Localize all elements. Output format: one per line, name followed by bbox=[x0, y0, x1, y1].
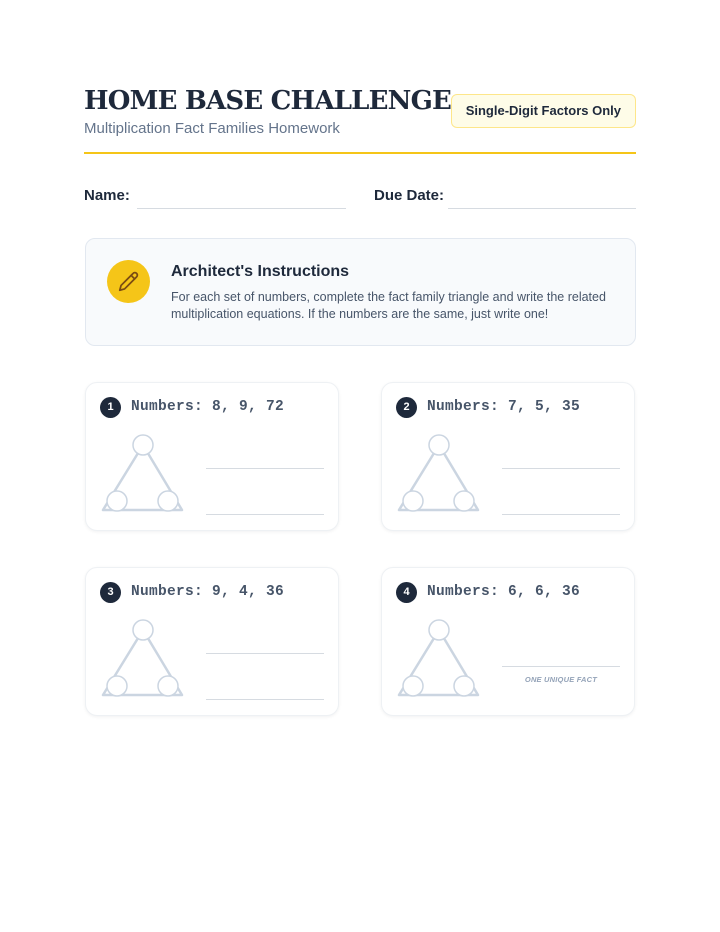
fact-family-triangle bbox=[396, 433, 482, 517]
triangle-top-circle[interactable] bbox=[429, 620, 449, 640]
problem-number: 2 bbox=[396, 397, 417, 418]
problem-card bbox=[85, 567, 339, 716]
problem-card bbox=[85, 382, 339, 531]
triangle-right-circle[interactable] bbox=[158, 676, 178, 696]
worksheet-header bbox=[84, 86, 636, 137]
problem-number: 1 bbox=[100, 397, 121, 418]
triangle-left-circle[interactable] bbox=[107, 491, 127, 511]
fact-family-triangle bbox=[100, 433, 186, 517]
problem-numbers: Numbers: 7, 5, 35 bbox=[427, 399, 581, 415]
equation-line[interactable] bbox=[502, 666, 620, 667]
fact-family-triangle bbox=[100, 618, 186, 702]
equation-line[interactable] bbox=[206, 653, 324, 654]
due-date-label: Due Date: bbox=[374, 187, 445, 204]
problem-card bbox=[381, 382, 635, 531]
equation-line[interactable] bbox=[502, 468, 620, 469]
fact-family-triangle bbox=[396, 618, 482, 702]
equation-line[interactable] bbox=[206, 468, 324, 469]
name-label: Name: bbox=[84, 187, 130, 204]
instructions-text: For each set of numbers, complete the fact family triangle and write the related multiplication equations. If the numbers are the same, just write one! bbox=[171, 290, 606, 321]
triangle-left-circle[interactable] bbox=[107, 676, 127, 696]
problem-numbers: Numbers: 8, 9, 72 bbox=[131, 399, 285, 415]
problem-number: 4 bbox=[396, 582, 417, 603]
problem-numbers: Numbers: 6, 6, 36 bbox=[427, 584, 581, 600]
pencil-icon bbox=[107, 260, 150, 303]
page-subtitle: Multiplication Fact Families Homework bbox=[84, 120, 340, 137]
triangle-left-circle[interactable] bbox=[403, 676, 423, 696]
triangle-left-circle[interactable] bbox=[403, 491, 423, 511]
due-date-field[interactable] bbox=[448, 208, 636, 209]
triangle-top-circle[interactable] bbox=[133, 435, 153, 455]
instructions-title: Architect's Instructions bbox=[171, 263, 350, 280]
factors-badge: Single-Digit Factors Only bbox=[451, 94, 636, 128]
header-divider bbox=[84, 152, 636, 154]
unique-fact-note: ONE UNIQUE FACT bbox=[524, 675, 598, 684]
page-title: HOME BASE CHALLENGE bbox=[84, 86, 452, 116]
equation-line[interactable] bbox=[206, 514, 324, 515]
triangle-top-circle[interactable] bbox=[133, 620, 153, 640]
triangle-right-circle[interactable] bbox=[454, 491, 474, 511]
problem-card bbox=[381, 567, 635, 716]
triangle-top-circle[interactable] bbox=[429, 435, 449, 455]
instructions-box bbox=[85, 238, 636, 346]
equation-line[interactable] bbox=[206, 699, 324, 700]
triangle-right-circle[interactable] bbox=[454, 676, 474, 696]
triangle-right-circle[interactable] bbox=[158, 491, 178, 511]
equation-line[interactable] bbox=[502, 514, 620, 515]
problem-number: 3 bbox=[100, 582, 121, 603]
name-field[interactable] bbox=[137, 208, 346, 209]
problem-numbers: Numbers: 9, 4, 36 bbox=[131, 584, 285, 600]
